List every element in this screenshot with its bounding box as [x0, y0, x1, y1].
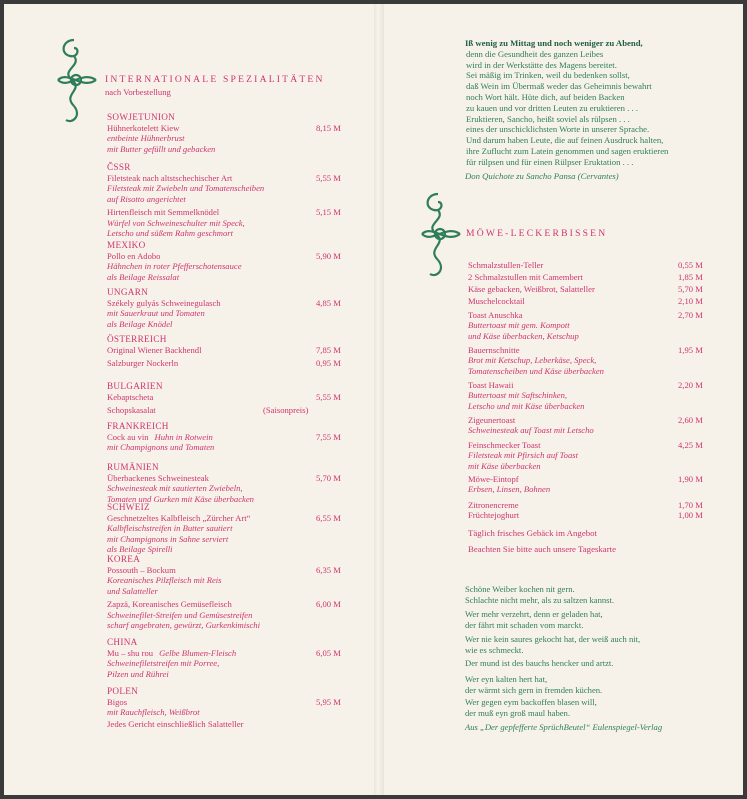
menu-item [107, 298, 357, 329]
quote-line: ihre Zuflucht zum Latein genommen und sagen eruktieren [466, 145, 669, 156]
menu-section [107, 502, 357, 555]
right-heading: MÖWE-LECKERBISSEN [466, 228, 608, 239]
section-country: KOREA [107, 554, 141, 564]
item-desc: Tomatenscheiben und Käse überbacken [468, 365, 604, 376]
item-name-line [107, 405, 357, 415]
menu-item [468, 415, 708, 436]
item-note: (Saisonpreis) [263, 405, 309, 416]
item-desc: mit Rauchfleisch, Weißbrot [107, 707, 200, 718]
item-price: 5,55 M [316, 173, 341, 183]
menu-item [107, 565, 357, 596]
item-desc: Erbsen, Linsen, Bohnen [468, 484, 551, 495]
section-country: CHINA [107, 637, 138, 647]
quote-line: Sei mäßig im Trinken, weil du bedenken sollst, [466, 70, 630, 81]
poem-line: der fährt mit schaden vom marckt. [465, 620, 584, 631]
item-inline-desc: Huhn in Rotwein [154, 432, 213, 442]
item-price: 1,90 M [678, 474, 703, 484]
item-desc: Filetsteak mit Zwiebeln und Tomatenscheiben [107, 183, 265, 194]
item-inline-desc: Gelbe Blumen-Fleisch [159, 648, 237, 658]
menu-item [107, 345, 357, 355]
section-country: POLEN [107, 686, 139, 696]
quote-line: Iß wenig zu Mittag und noch weniger zu Abend, [465, 38, 643, 48]
item-name-line [468, 415, 708, 425]
item-price: 4,25 M [678, 440, 703, 450]
menu-section [107, 112, 357, 154]
section-country: RUMÄNIEN [107, 462, 159, 472]
item-desc: Schweinesteak mit sautierten Zwiebeln, [107, 483, 243, 494]
item-name: Cock au vin [107, 432, 149, 442]
item-price: 6,55 M [316, 513, 341, 523]
section-country: UNGARN [107, 287, 149, 297]
menu-item [107, 405, 357, 415]
item-price: 5,15 M [316, 207, 341, 218]
item-name: Feinschmecker Toast [468, 440, 541, 450]
item-desc: Letscho und mit Käse überbacken [468, 400, 585, 411]
item-desc: als Beilage Knödel [107, 318, 173, 329]
poem-line: Wer gegen eym backoffen blasen will, [465, 697, 597, 707]
item-name-line [107, 298, 357, 308]
menu-section [107, 162, 357, 238]
menu-item [468, 260, 708, 270]
item-price: 2,20 M [678, 380, 703, 390]
item-desc: auf Risotto angerichtet [107, 193, 186, 204]
item-name-line [107, 697, 357, 707]
item-name: Possouth – Bockum [107, 565, 176, 575]
menu-section [107, 637, 357, 679]
item-price: 5,95 M [316, 697, 341, 707]
item-desc: Kalbfleischstreifen in Butter sautiert [107, 523, 233, 534]
item-desc: Tomaten und Gurken mit Käse überbacken [107, 493, 254, 504]
menu-item [107, 473, 357, 504]
menu-item [468, 474, 708, 495]
item-price: 7,85 M [316, 345, 341, 355]
item-name-line [107, 513, 357, 523]
item-price: 5,90 M [316, 251, 341, 261]
item-name-line [107, 565, 357, 575]
item-name: Hirtenfleisch mit Semmelknödel [107, 207, 220, 218]
item-name-line [468, 284, 708, 294]
menu-section [107, 287, 357, 329]
item-desc: Letscho und süßem Rahm geschmort [107, 228, 234, 239]
poem-stanza [465, 634, 640, 657]
menu-item [468, 345, 708, 376]
note-bakery: Täglich frisches Gebäck im Angebot [468, 528, 597, 538]
item-desc: als Beilage Spirelli [107, 544, 173, 555]
item-name-line [468, 310, 708, 320]
item-name: Székely gulyás Schweinegulasch [107, 298, 221, 308]
menu-item [107, 207, 357, 238]
item-name: Toast Hawaii [468, 380, 514, 390]
poem-line: Schöne Weiber kochen nit gern. [465, 584, 575, 594]
quote-block [465, 38, 668, 181]
poem-stanza [465, 609, 603, 632]
item-name: Toast Anuschka [468, 310, 523, 320]
item-price: 2,10 M [678, 296, 703, 306]
quote-line: eines der unschicklichsten Worte in unserer Sprache. [466, 124, 650, 135]
item-desc: mit Sauerkraut und Tomaten [107, 308, 205, 319]
menu-item [468, 510, 708, 520]
poem-line: der muß eyn groß maul haben. [465, 708, 571, 719]
poem-line: Wer nie kein saures gekocht hat, der weiß auch nit, [465, 634, 641, 644]
quote-line: daß Wein im Übermaß weder das Geheimnis bewahrt [466, 81, 652, 92]
item-price: 0,95 M [316, 358, 341, 369]
menu-item [107, 251, 357, 282]
item-desc: und Käse überbacken, Ketschup [468, 330, 579, 341]
item-desc: entbeinte Hühnerbrust [107, 133, 185, 144]
left-heading: INTERNATIONALE SPEZIALITÄTEN [105, 74, 325, 85]
item-desc: Buttertoast mit Saftschinken, [468, 390, 568, 401]
item-name: Zitronencreme [468, 500, 519, 510]
poem-line: Schlachte nicht mehr, als zu saltzen kannst. [465, 595, 615, 606]
item-price: 1,85 M [678, 272, 703, 282]
item-name: Original Wiener Backhendl [107, 345, 202, 355]
item-desc: mit Käse überbacken [468, 460, 541, 471]
item-name-line [107, 473, 357, 483]
item-price: 7,55 M [316, 432, 341, 442]
quote-source: Don Quichote zu Sancho Pansa (Cervantes) [465, 170, 619, 181]
item-name-line [107, 345, 357, 355]
item-name: Geschnetzeltes Kalbfleisch „Zürcher Art“ [107, 513, 251, 523]
item-desc: Hähnchen in roter Pfefferschotensauce [107, 261, 242, 272]
item-name: Bauernschnitte [468, 345, 520, 355]
quote-line: denn die Gesundheit des ganzen Leibes [466, 48, 604, 59]
poem-stanza [465, 584, 614, 607]
item-desc: mit Champignons und Tomaten [107, 442, 215, 453]
left-footer: Jedes Gericht einschließlich Salatteller [107, 719, 244, 729]
item-desc: mit Butter gefüllt und gebacken [107, 143, 216, 154]
item-desc: Buttertoast mit gem. Kompott [468, 320, 570, 331]
quote-line: wird in der Werkstätte des Magens bereitet. [466, 59, 617, 70]
item-price: 1,70 M [678, 500, 703, 510]
quote-line: Und darum haben Leute, die auf feinen Ausdruck halten, [466, 135, 664, 146]
item-name: Zapzä, Koreanisches Gemüsefleisch [107, 599, 232, 610]
item-price: 5,70 M [316, 473, 341, 483]
menu-item [107, 173, 357, 204]
item-price: 0,55 M [678, 260, 703, 270]
page-fold [374, 4, 384, 795]
item-name: Kebaptscheta [107, 392, 154, 402]
item-name: 2 Schmalzstullen mit Camembert [468, 272, 583, 282]
item-name-line [107, 123, 357, 133]
item-name: Bigos [107, 697, 128, 707]
item-name-line [107, 358, 357, 368]
menu-section [107, 686, 357, 718]
item-name: Mu – shu rou [107, 648, 154, 658]
poem-stanza [465, 674, 602, 697]
item-name-line [468, 380, 708, 390]
menu-item [107, 123, 357, 154]
poem-source: Aus „Der gepfefferte SprüchBeutel“ Eulenspiegel-Verlag [465, 722, 663, 732]
menu-item [468, 310, 708, 341]
item-name-line [107, 392, 357, 402]
poem-line: Wer mehr verzehrt, denn er geladen hat, [465, 609, 603, 619]
quote-line: für rülpsen und für einen Rülpser Eruktation . . . [466, 156, 634, 167]
poem-line: Wer eyn kalten hert hat, [465, 674, 548, 684]
menu-item [468, 272, 708, 282]
item-price: 5,70 M [678, 284, 703, 294]
item-name: Früchtejoghurt [468, 510, 520, 520]
item-name-line [468, 272, 708, 282]
item-price: 2,60 M [678, 415, 703, 425]
item-name: Schmalzstullen-Teller [468, 260, 544, 270]
item-name: Überbackenes Schweinesteak [107, 473, 209, 483]
item-name-line [468, 440, 708, 450]
item-price: 6,05 M [316, 648, 341, 658]
item-name-line [107, 207, 357, 217]
item-name-line [107, 599, 357, 609]
section-country: MEXIKO [107, 240, 146, 250]
note-daily-menu: Beachten Sie bitte auch unsere Tageskarte [468, 544, 616, 554]
item-desc: mit Champignons in Sahne serviert [107, 533, 229, 544]
item-name-line [107, 251, 357, 261]
menu-item [107, 513, 357, 555]
item-name: Möwe-Eintopf [468, 474, 519, 484]
menu-page [4, 4, 743, 795]
item-desc: Brot mit Ketschup, Leberkäse, Speck, [468, 355, 597, 366]
menu-section [107, 381, 357, 416]
menu-item [107, 599, 357, 630]
menu-section [107, 334, 357, 369]
poem-stanza [465, 697, 597, 720]
item-desc: als Beilage Reissalat [107, 271, 180, 282]
menu-item [468, 500, 708, 510]
item-name: Muschelcocktail [468, 296, 525, 306]
item-name: Käse gebacken, Weißbrot, Salatteller [468, 284, 595, 294]
section-country: FRANKREICH [107, 421, 169, 431]
menu-section [107, 462, 357, 504]
item-desc: Koreanisches Pilzfleisch mit Reis [107, 575, 222, 586]
quote-line: Eruktieren, Sancho, heißt soviel als rülpsen . . . [466, 113, 630, 124]
section-country: BULGARIEN [107, 381, 163, 391]
menu-item [468, 296, 708, 306]
poem-line: Der mund ist des bauchs hencker und artzt. [465, 658, 614, 668]
item-price: 1,00 M [678, 510, 703, 520]
menu-item [468, 284, 708, 294]
item-desc: Filetsteak mit Pfirsich auf Toast [468, 450, 578, 461]
section-country: SCHWEIZ [107, 502, 150, 512]
section-country: SOWJETUNION [107, 112, 176, 122]
poem-line: der wärmt sich gern in fremden küchen. [465, 685, 603, 696]
item-name-line [468, 500, 708, 510]
item-price: 8,15 M [316, 123, 341, 133]
menu-section [107, 554, 357, 630]
item-name-line [107, 173, 357, 183]
menu-item [107, 648, 357, 679]
item-desc: scharf angebraten, gewürzt, Gurkenkimischi [107, 620, 260, 631]
item-desc: Schweinefiletstreifen mit Porree, [107, 658, 220, 669]
left-subheading: nach Vorbestellung [105, 87, 171, 97]
item-name-line [468, 260, 708, 270]
poem-stanza [465, 658, 613, 669]
ornament-left-icon [52, 36, 102, 126]
item-name-line [107, 432, 357, 442]
section-country: ÖSTERREICH [107, 334, 167, 344]
item-price: 5,55 M [316, 392, 341, 402]
item-price: 2,70 M [678, 310, 703, 320]
quote-line: noch Wort hält. Hüte dich, auf beiden Backen [466, 91, 625, 102]
item-name: Zigeunertoast [468, 415, 516, 425]
menu-item [107, 697, 357, 718]
item-name: Pollo en Adobo [107, 251, 161, 261]
item-name-line [468, 474, 708, 484]
menu-item [468, 440, 708, 471]
item-name: Filetsteak nach altstschechischer Art [107, 173, 233, 183]
item-name-line [468, 510, 708, 520]
ornament-right-icon [416, 190, 466, 280]
menu-item [107, 358, 357, 368]
item-name-line [468, 296, 708, 306]
item-name: Hühnerkotelett Kiew [107, 123, 180, 133]
menu-section [107, 240, 357, 282]
item-desc: Schweinefilet-Streifen und Gemüsestreifen [107, 609, 253, 620]
poem-line: wie es schmeckt. [465, 645, 524, 656]
item-price: 1,95 M [678, 345, 703, 355]
menu-item [107, 392, 357, 402]
item-name: Schopskasalat [107, 405, 156, 416]
menu-item [468, 380, 708, 411]
menu-section [107, 421, 357, 453]
item-desc: Würfel von Schweineschulter mit Speck, [107, 217, 245, 228]
item-name: Salzburger Nockerln [107, 358, 179, 369]
item-price: 6,00 M [316, 599, 341, 610]
quote-line: zu kauen und vor dritten Leuten zu eruktieren . . . [466, 102, 638, 113]
item-name-line [468, 345, 708, 355]
item-price: 6,35 M [316, 565, 341, 575]
item-desc: Schweinesteak auf Toast mit Letscho [468, 425, 594, 436]
item-desc: Pilzen und Rührei [107, 668, 169, 679]
item-desc: und Salatteller [107, 585, 158, 596]
menu-item [107, 432, 357, 453]
item-price: 4,85 M [316, 298, 341, 308]
item-name-line [107, 648, 357, 658]
section-country: ČSSR [107, 162, 131, 172]
